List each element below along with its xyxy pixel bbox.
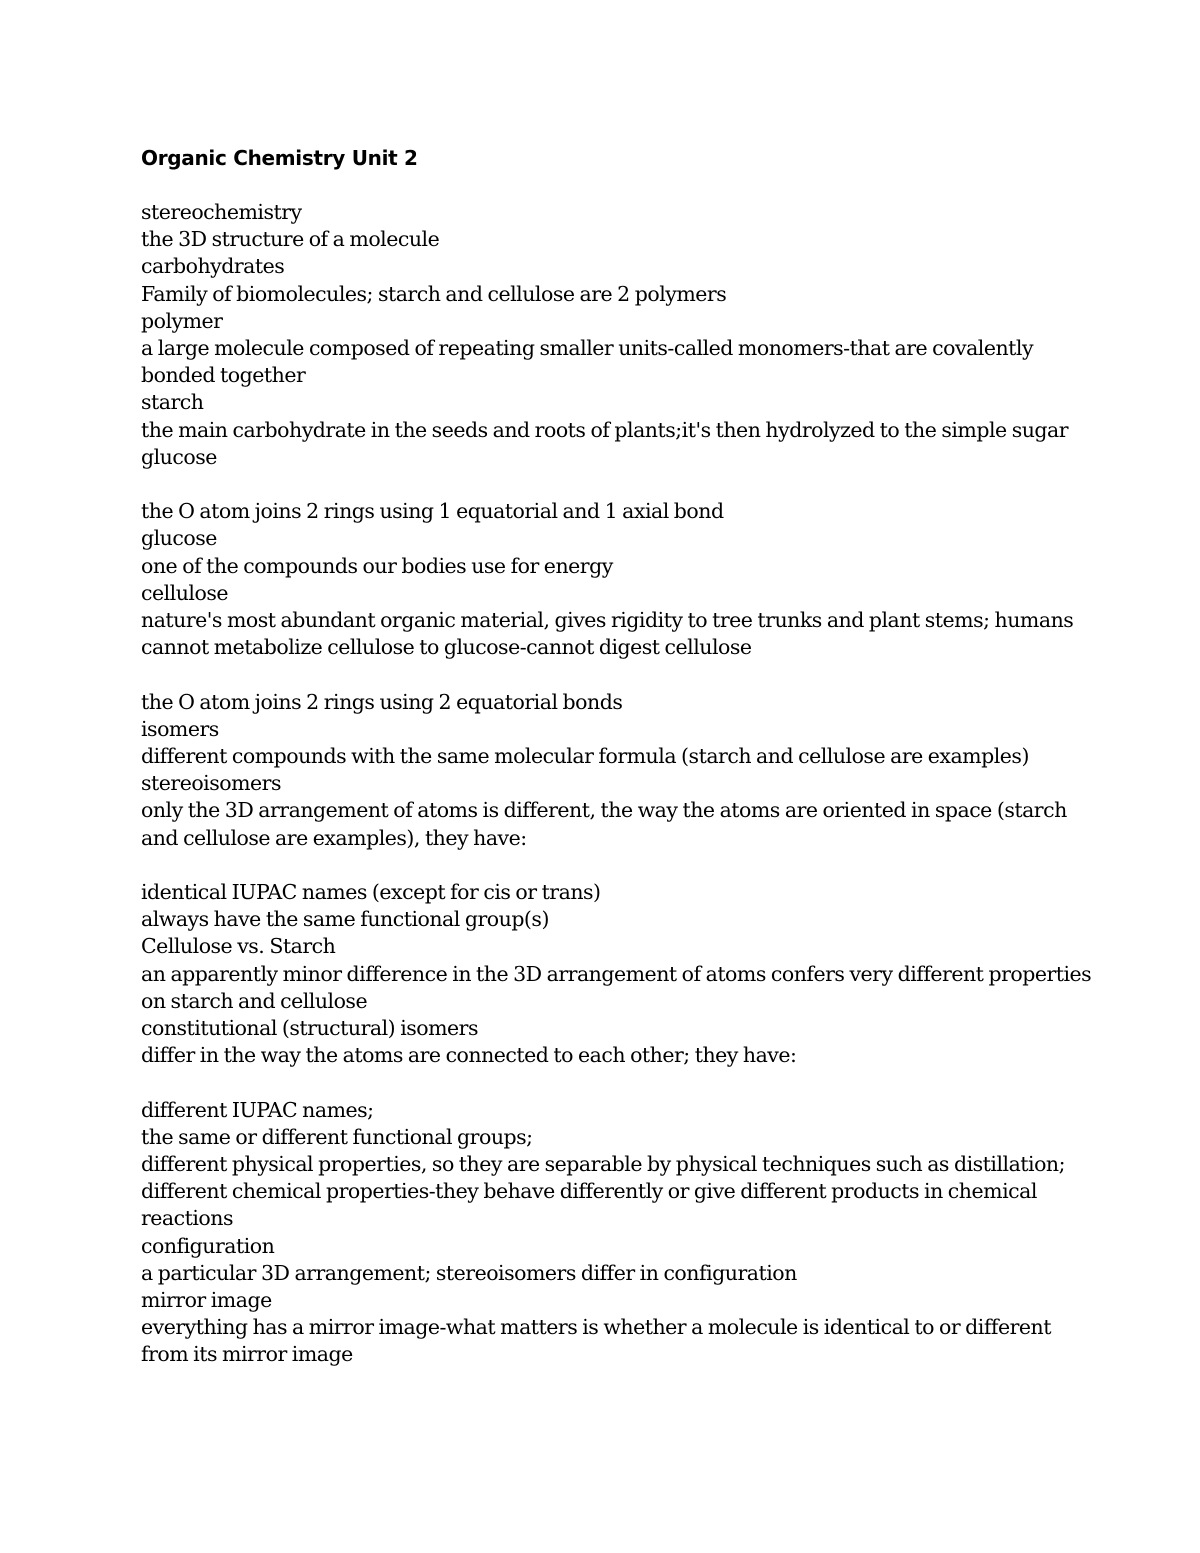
text-line: stereochemistry [141, 200, 302, 224]
text-line: mirror image [141, 1288, 272, 1313]
text-line: on starch and cellulose [141, 988, 368, 1013]
paragraph-gap [141, 661, 1061, 688]
paragraph-gap [141, 852, 1061, 879]
text-line: glucose [141, 526, 217, 551]
text-line: nature's most abundant organic material, gives rigidity to tree trunks and plant stems; humans [141, 608, 1074, 633]
text-line: glucose [141, 444, 217, 469]
text-line: different physical properties, so they are separable by physical techniques such as distillation; [141, 1152, 1066, 1177]
text-line: differ in the way the atoms are connected to each other; they have: [141, 1043, 797, 1068]
document-title: Organic Chemistry Unit 2 [141, 146, 418, 170]
text-line: polymer [141, 308, 223, 333]
text-line: constitutional (structural) isomers [141, 1016, 478, 1041]
text-line: a large molecule composed of repeating smaller units-called monomers-that are covalently [141, 336, 1034, 361]
text-line: cannot metabolize cellulose to glucose-cannot digest cellulose [141, 635, 752, 660]
text-line: a particular 3D arrangement; stereoisomers differ in configuration [141, 1260, 797, 1285]
text-line: cellulose [141, 580, 228, 605]
paragraph-gap [141, 1069, 1061, 1096]
text-line: everything has a mirror image-what matters is whether a molecule is identical to or different [141, 1315, 1051, 1340]
text-line: only the 3D arrangement of atoms is different, the way the atoms are oriented in space (starch [141, 798, 1067, 823]
text-line: isomers [141, 716, 219, 741]
text-line: the main carbohydrate in the seeds and roots of plants;it's then hydrolyzed to the simple sugar [141, 417, 1069, 442]
text-line: starch [141, 390, 204, 415]
text-line: an apparently minor difference in the 3D arrangement of atoms confers very different properties [141, 961, 1092, 986]
text-line: identical IUPAC names (except for cis or trans) [141, 880, 601, 905]
text-line: reactions [141, 1206, 233, 1231]
text-line: different IUPAC names; [141, 1097, 374, 1122]
text-line: Family of biomolecules; starch and cellulose are 2 polymers [141, 281, 727, 306]
paragraph-gap [141, 471, 1061, 498]
document-body [141, 199, 1092, 1369]
text-line: the 3D structure of a molecule [141, 227, 440, 252]
text-line: from its mirror image [141, 1342, 353, 1367]
text-line: and cellulose are examples), they have: [141, 825, 527, 850]
text-line: different compounds with the same molecular formula (starch and cellulose are examples) [141, 744, 1029, 769]
text-line: bonded together [141, 363, 306, 388]
text-line: one of the compounds our bodies use for energy [141, 553, 613, 578]
text-line: carbohydrates [141, 254, 285, 279]
text-line: configuration [141, 1233, 275, 1258]
text-line: different chemical properties-they behave differently or give different products in chemical [141, 1179, 1037, 1204]
text-line: stereoisomers [141, 771, 281, 796]
text-line: the O atom joins 2 rings using 2 equatorial bonds [141, 689, 623, 714]
text-line: the same or different functional groups; [141, 1124, 533, 1149]
text-line: Cellulose vs. Starch [141, 934, 336, 959]
text-line: always have the same functional group(s) [141, 907, 549, 932]
text-line: the O atom joins 2 rings using 1 equatorial and 1 axial bond [141, 499, 724, 524]
